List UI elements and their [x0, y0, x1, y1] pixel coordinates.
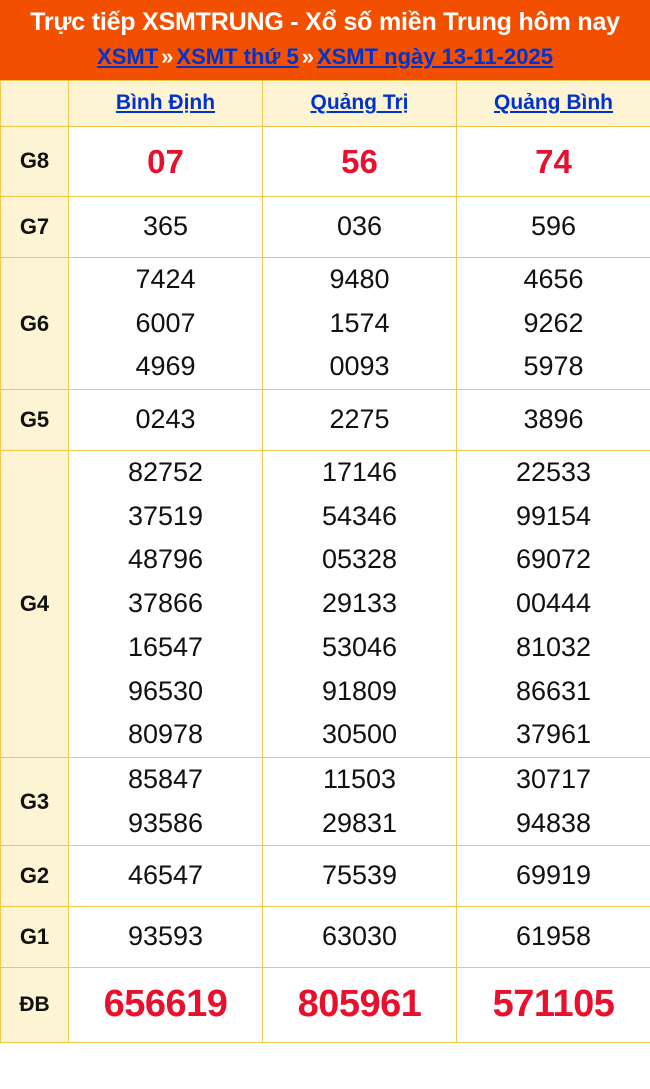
prize-cell	[69, 758, 263, 846]
breadcrumb-link-xsmt-thu-5[interactable]: XSMT thứ 5	[176, 43, 299, 69]
prize-number: 37866	[127, 588, 204, 619]
prize-cell	[69, 257, 263, 389]
prize-number: 05328	[321, 544, 398, 575]
province-link-1[interactable]: Quảng Trị	[310, 91, 409, 115]
prize-cell	[69, 390, 263, 451]
prize-number: 805961	[297, 982, 422, 1025]
prize-number: 63030	[321, 921, 398, 952]
prize-number: 29831	[321, 807, 398, 838]
breadcrumb-link-xsmt[interactable]: XSMT	[97, 43, 159, 69]
prize-number: 4656	[523, 263, 584, 294]
prize-number: 596	[530, 211, 577, 242]
table-row	[1, 257, 650, 389]
results-table	[0, 80, 650, 1043]
prize-number: 74	[535, 142, 572, 180]
prize-number: 9480	[329, 263, 390, 294]
prize-number: 036	[336, 211, 383, 242]
prize-number: 3896	[523, 404, 584, 435]
prize-cell	[457, 907, 650, 968]
prize-cell	[263, 450, 457, 757]
prize-number: 11503	[322, 764, 397, 795]
prize-cell	[457, 390, 650, 451]
prize-number: 75539	[321, 860, 398, 891]
prize-number: 00444	[515, 588, 592, 619]
prize-cell	[457, 450, 650, 757]
prize-number: 69072	[515, 544, 592, 575]
table-row	[1, 758, 650, 846]
prize-label: G2	[1, 846, 69, 907]
table-row	[1, 197, 650, 258]
prize-number: 46547	[127, 860, 204, 891]
prize-number: 81032	[515, 631, 592, 662]
prize-number: 0093	[329, 351, 390, 382]
table-header-blank	[1, 80, 69, 126]
prize-number: 0243	[135, 404, 196, 435]
prize-number: 30717	[515, 764, 592, 795]
prize-cell	[263, 846, 457, 907]
prize-number: 29133	[321, 588, 398, 619]
prize-cell	[457, 967, 650, 1042]
prize-cell	[263, 967, 457, 1042]
breadcrumb-link-xsmt-date[interactable]: XSMT ngày 13-11-2025	[316, 43, 553, 69]
prize-number: 5978	[523, 351, 584, 382]
prize-number: 7424	[135, 263, 196, 294]
prize-number: 80978	[127, 719, 204, 750]
table-row	[1, 450, 650, 757]
prize-cell	[457, 126, 650, 196]
prize-number: 6007	[135, 307, 196, 338]
prize-cell	[69, 450, 263, 757]
table-body	[1, 126, 650, 1042]
table-header-row	[1, 80, 650, 126]
prize-cell	[457, 846, 650, 907]
prize-number: 85847	[127, 764, 204, 795]
prize-cell	[69, 197, 263, 258]
prize-number: 82752	[127, 456, 204, 487]
prize-label: G6	[1, 257, 69, 389]
table-header-province-2	[457, 80, 650, 126]
prize-cell	[69, 846, 263, 907]
prize-number: 16547	[127, 631, 204, 662]
table-row	[1, 907, 650, 968]
prize-number: 56	[341, 142, 378, 180]
prize-cell	[457, 257, 650, 389]
province-link-0[interactable]: Bình Định	[115, 91, 216, 115]
prize-cell	[263, 257, 457, 389]
prize-number: 99154	[515, 500, 592, 531]
prize-cell	[69, 907, 263, 968]
prize-cell	[457, 197, 650, 258]
prize-number: 07	[147, 142, 184, 180]
prize-cell	[263, 197, 457, 258]
prize-label: G7	[1, 197, 69, 258]
prize-label: G4	[1, 450, 69, 757]
prize-number: 48796	[127, 544, 204, 575]
page-title: Trực tiếp XSMTRUNG - Xổ số miền Trung hôm nay	[30, 8, 620, 36]
table-header-province-1	[263, 80, 457, 126]
prize-cell	[457, 758, 650, 846]
prize-number: 17146	[321, 456, 398, 487]
prize-cell	[69, 126, 263, 196]
prize-cell	[263, 758, 457, 846]
prize-number: 1574	[329, 307, 390, 338]
breadcrumb-separator: »	[161, 43, 174, 69]
prize-cell	[263, 907, 457, 968]
breadcrumb-separator: »	[301, 43, 314, 69]
table-row	[1, 126, 650, 196]
prize-number: 9262	[523, 307, 584, 338]
prize-number: 86631	[515, 675, 592, 706]
prize-number: 69919	[515, 860, 592, 891]
prize-number: 4969	[135, 351, 196, 382]
prize-label: G1	[1, 907, 69, 968]
prize-number: 656619	[103, 982, 228, 1025]
prize-cell	[69, 967, 263, 1042]
prize-number: 365	[142, 211, 189, 242]
prize-number: 61958	[515, 921, 592, 952]
prize-label: G8	[1, 126, 69, 196]
prize-label: G3	[1, 758, 69, 846]
prize-number: 93586	[127, 807, 204, 838]
prize-label: ĐB	[1, 967, 69, 1042]
prize-number: 571105	[492, 982, 615, 1025]
prize-number: 37519	[127, 500, 204, 531]
table-header-province-0	[69, 80, 263, 126]
prize-cell	[263, 126, 457, 196]
page-header	[0, 0, 650, 80]
breadcrumb	[0, 44, 650, 70]
prize-number: 54346	[321, 500, 398, 531]
prize-number: 93593	[127, 921, 204, 952]
prize-number: 53046	[321, 631, 398, 662]
table-row	[1, 390, 650, 451]
prize-number: 2275	[329, 404, 390, 435]
prize-cell	[263, 390, 457, 451]
province-link-2[interactable]: Quảng Bình	[494, 91, 613, 115]
prize-label: G5	[1, 390, 69, 451]
prize-number: 94838	[515, 807, 592, 838]
prize-number: 91809	[321, 675, 398, 706]
prize-number: 22533	[515, 456, 592, 487]
table-row	[1, 967, 650, 1042]
prize-number: 37961	[515, 719, 592, 750]
table-row	[1, 846, 650, 907]
prize-number: 96530	[127, 675, 204, 706]
prize-number: 30500	[321, 719, 398, 750]
